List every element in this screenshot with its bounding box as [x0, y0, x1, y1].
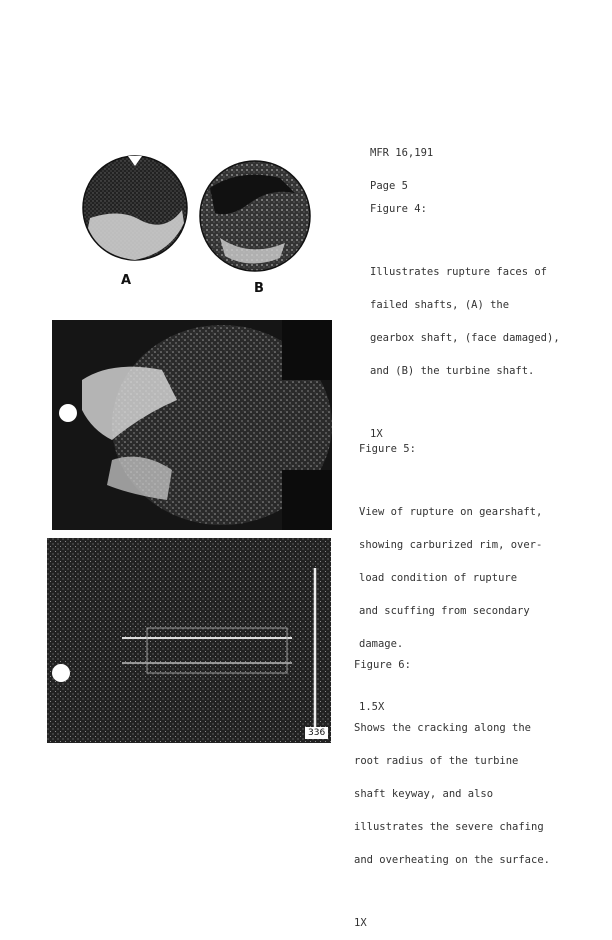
gearshaft-rupture-image	[52, 320, 332, 530]
figure5-caption-line: damage.	[359, 638, 404, 650]
report-number: MFR 16,191	[370, 147, 434, 159]
figure4-magnification: 1X	[370, 428, 383, 440]
figure6-magnification: 1X	[354, 917, 367, 929]
figure4-photo	[80, 148, 340, 278]
figure6-caption-line: root radius of the turbine	[354, 755, 519, 767]
label-b: B	[254, 281, 264, 296]
figure5-magnification: 1.5X	[359, 701, 385, 713]
figure6-caption-line: illustrates the severe chafing	[354, 821, 544, 833]
figure6-caption	[354, 638, 550, 940]
figure5-caption-line: View of rupture on gearshaft,	[359, 506, 543, 518]
figure4-caption-line: Illustrates rupture faces of	[370, 266, 548, 278]
page-number: 336	[305, 727, 328, 739]
figure6-caption-line: and overheating on the surface.	[354, 854, 550, 866]
figure4-title: Figure 4:	[370, 203, 427, 215]
label-a: A	[121, 273, 132, 288]
rupture-faces-image	[80, 148, 340, 278]
turbine-keyway-image	[47, 538, 331, 743]
figure5-caption-line: and scuffing from secondary	[359, 605, 530, 617]
figure5-photo	[52, 320, 332, 530]
figure5-caption-line: load condition of rupture	[359, 572, 518, 584]
figure4-caption-line: failed shafts, (A) the	[370, 299, 510, 311]
figure5-title: Figure 5:	[359, 443, 416, 455]
binder-hole	[59, 404, 77, 422]
figure6-photo	[47, 538, 331, 743]
figure6-caption-line: Shows the cracking along the	[354, 722, 532, 734]
figure4-caption-line: and (B) the turbine shaft.	[370, 365, 535, 377]
figure4-caption	[370, 182, 560, 451]
binder-hole	[52, 664, 70, 682]
figure6-caption-line: shaft keyway, and also	[354, 788, 494, 800]
figure5-caption-line: showing carburized rim, over-	[359, 539, 543, 551]
page-label: Page 5	[370, 180, 408, 192]
figure6-title: Figure 6:	[354, 659, 411, 671]
figure4-caption-line: gearbox shaft, (face damaged),	[370, 332, 560, 344]
